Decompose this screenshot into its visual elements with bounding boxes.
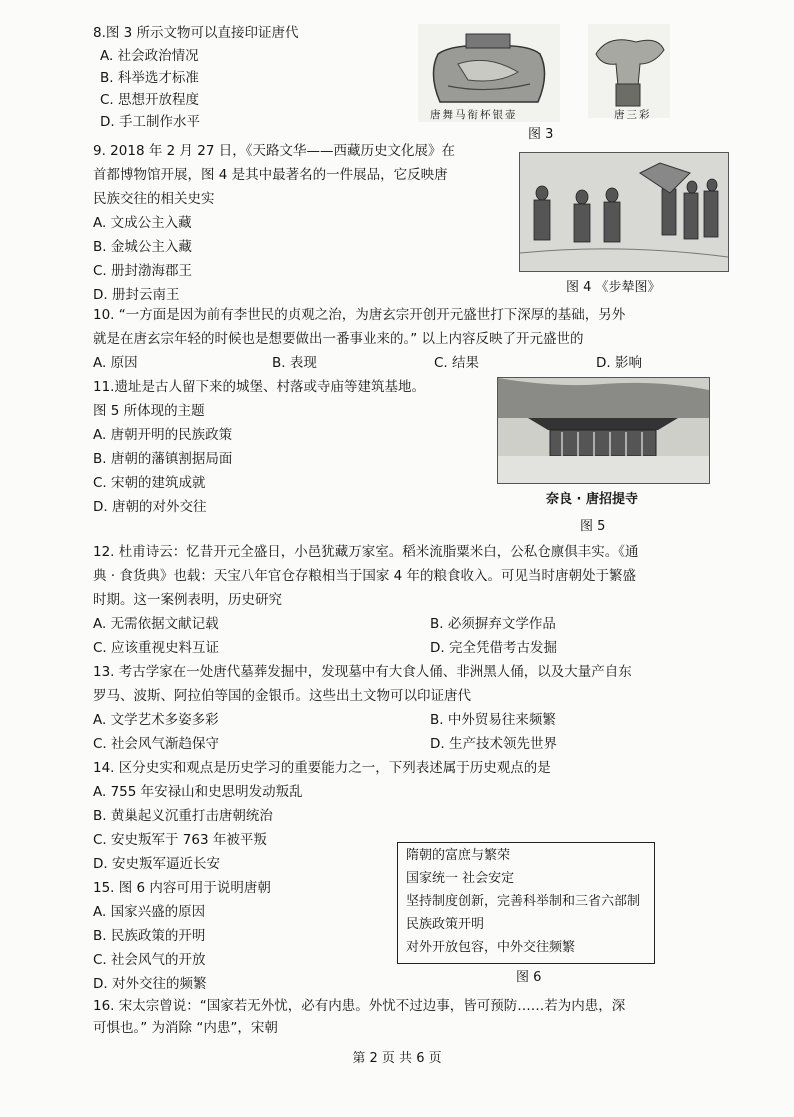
q12-option-a: A. 无需依据文献记载 [93, 616, 219, 632]
figure-5-toshodaiji-temple [497, 377, 710, 484]
q8-stem: 8.图 3 所示文物可以直接印证唐代 [93, 25, 299, 41]
figure-4-bunian-painting [519, 152, 729, 272]
q10-option-c: C. 结果 [434, 355, 480, 371]
q12-stem-line-2: 典 · 食货典》也载：天宝八年官仓存粮相当于国家 4 年的粮食收入。可见当时唐朝处于繁盛 [93, 568, 637, 584]
q12-option-d: D. 完全凭借考古发掘 [430, 640, 557, 656]
figure-6-label: 图 6 [516, 970, 542, 985]
q11-option-b: B. 唐朝的藩镇割据局面 [93, 451, 233, 467]
q12-stem-line-3: 时期。这一案例表明，历史研究 [93, 592, 282, 608]
q13-option-b: B. 中外贸易往来频繁 [430, 712, 556, 728]
figure-5-label: 图 5 [580, 519, 606, 534]
figure-6-line-3: 坚持制度创新，完善科举制和三省六部制 [406, 894, 641, 909]
q15-option-a: A. 国家兴盛的原因 [93, 904, 206, 920]
q11-option-a: A. 唐朝开明的民族政策 [93, 427, 233, 443]
q9-option-c: C. 册封渤海郡王 [93, 263, 193, 279]
q15-option-b: B. 民族政策的开明 [93, 928, 206, 944]
q14-option-d: D. 安史叛军逼近长安 [93, 856, 220, 872]
q9-stem-line-3: 民族交往的相关史实 [93, 191, 215, 207]
q13-option-a: A. 文学艺术多姿多彩 [93, 712, 219, 728]
figure-3-label: 图 3 [528, 127, 554, 142]
q13-stem-line-2: 罗马、波斯、阿拉伯等国的金银币。这些出土文物可以印证唐代 [93, 688, 471, 704]
figure-6-line-1: 隋朝的富庶与繁荣 [406, 848, 511, 863]
q13-option-c: C. 社会风气渐趋保守 [93, 736, 220, 752]
q10-option-a: A. 原因 [93, 355, 138, 371]
q16-stem-line-1: 16. 宋太宗曾说：“国家若无外忧，必有内患。外忧不过边事，皆可预防……若为内患，深 [93, 998, 626, 1014]
figure-4-label: 图 4 《步辇图》 [566, 280, 661, 295]
q14-stem: 14. 区分史实和观点是历史学习的重要能力之一，下列表述属于历史观点的是 [93, 760, 551, 776]
q8-option-d: D. 手工制作水平 [100, 114, 200, 130]
q15-option-c: C. 社会风气的开放 [93, 952, 206, 968]
q9-stem-line-1: 9. 2018 年 2 月 27 日，《天路文华——西藏历史文化展》在 [93, 143, 456, 159]
figure-6-line-5: 对外开放包容，中外交往频繁 [406, 940, 576, 955]
page-footer: 第 2 页 共 6 页 [352, 1051, 442, 1066]
q13-stem-line-1: 13. 考古学家在一处唐代墓葬发掘中，发现墓中有大食人俑、非洲黑人俑，以及大量产自东 [93, 664, 632, 680]
q9-stem-line-2: 首都博物馆开展，图 4 是其中最著名的一件展品，它反映唐 [93, 167, 448, 183]
q13-option-d: D. 生产技术领先世界 [430, 736, 557, 752]
q8-option-b: B. 科举选才标准 [100, 70, 199, 86]
q9-option-a: A. 文成公主入藏 [93, 215, 192, 231]
q9-option-d: D. 册封云南王 [93, 287, 180, 303]
q14-option-b: B. 黄巢起义沉重打击唐朝统治 [93, 808, 273, 824]
q16-stem-line-2: 可惧也。” 为消除 “内患”，宋朝 [93, 1020, 278, 1036]
q10-stem-line-1: 10. “一方面是因为前有李世民的贞观之治，为唐玄宗开创开元盛世打下深厚的基础，另外 [93, 307, 626, 323]
q15-option-d: D. 对外交往的频繁 [93, 976, 207, 992]
q12-stem-line-1: 12. 杜甫诗云：忆昔开元全盛日，小邑犹藏万家室。稻米流脂粟米白，公私仓廪俱丰实。《通 [93, 544, 639, 560]
q11-stem-line-2: 图 5 所体现的主题 [93, 403, 205, 419]
q10-stem-line-2: 就是在唐玄宗年轻的时候也是想要做出一番事业来的。” 以上内容反映了开元盛世的 [93, 331, 584, 347]
figure-6-line-4: 民族政策开明 [406, 917, 485, 932]
q8-option-a: A. 社会政治情况 [100, 48, 199, 64]
q12-option-c: C. 应该重视史料互证 [93, 640, 220, 656]
figure-5-caption: 奈良 · 唐招提寺 [546, 492, 638, 507]
q10-option-b: B. 表现 [272, 355, 317, 371]
figure-6-line-2: 国家统一 社会安定 [406, 871, 515, 886]
figure-3-left-caption: 唐舞马衔杯银壶 [430, 109, 518, 121]
q11-stem-line-1: 11.遗址是古人留下来的城堡、村落或寺庙等建筑基地。 [93, 379, 425, 395]
q10-option-d: D. 影响 [596, 355, 642, 371]
q9-option-b: B. 金城公主入藏 [93, 239, 192, 255]
q11-option-d: D. 唐朝的对外交往 [93, 499, 207, 515]
q15-stem: 15. 图 6 内容可用于说明唐朝 [93, 880, 271, 896]
q8-option-c: C. 思想开放程度 [100, 92, 200, 108]
q14-option-a: A. 755 年安禄山和史思明发动叛乱 [93, 784, 303, 800]
q14-option-c: C. 安史叛军于 763 年被平叛 [93, 832, 267, 848]
figure-6-text-box [397, 842, 655, 964]
q11-option-c: C. 宋朝的建筑成就 [93, 475, 206, 491]
figure-3-right-caption: 唐三彩 [614, 109, 652, 121]
q12-option-b: B. 必须摒弃文学作品 [430, 616, 556, 632]
